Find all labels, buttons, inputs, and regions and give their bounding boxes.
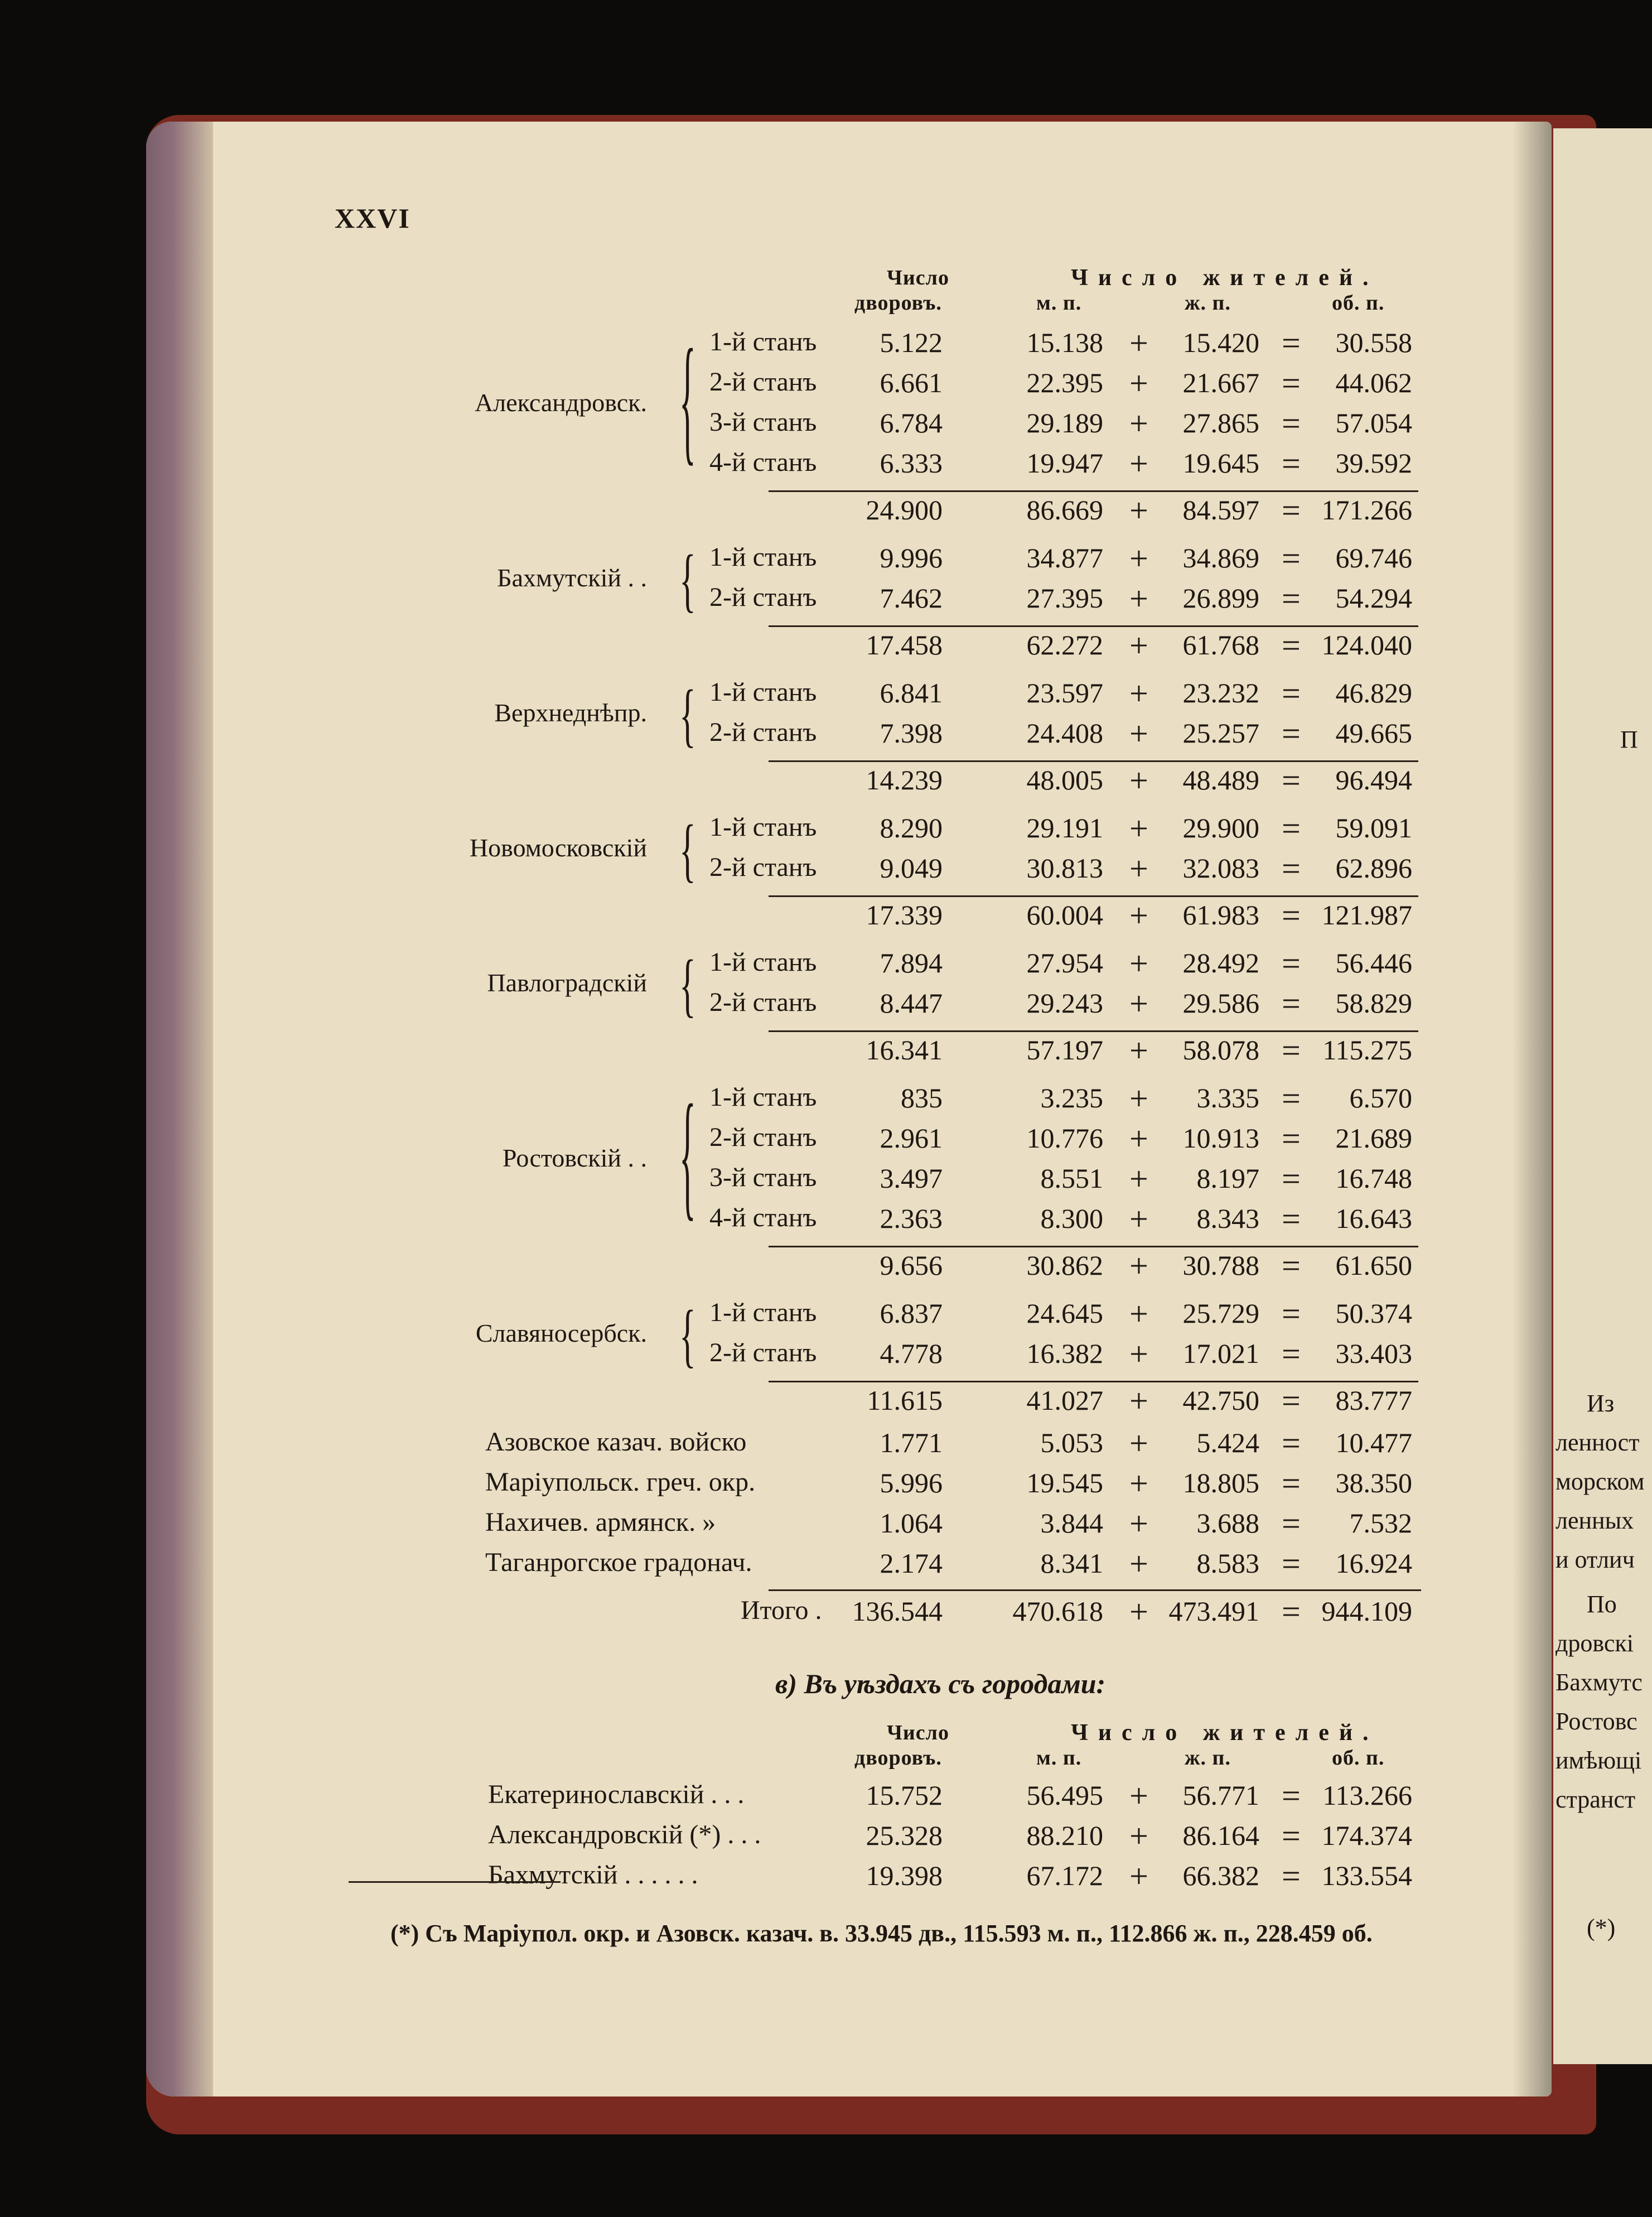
district-6-row-1-mp: 16.382	[1026, 1338, 1103, 1369]
district-brace: {	[679, 1078, 696, 1235]
section-b-0-eq: =	[1282, 1777, 1301, 1814]
section-b-1-eq: =	[1282, 1818, 1301, 1854]
section-b-1-zp: 86.164	[1182, 1820, 1259, 1851]
district-brace: {	[679, 322, 696, 479]
district-4-row-1-plus: +	[1129, 985, 1148, 1022]
district-5-row-1-op: 21.689	[1335, 1122, 1412, 1154]
other-name: Азовское казач. войско	[485, 1427, 747, 1457]
section-b-2-plus: +	[1129, 1858, 1148, 1895]
district-3-row-1-op: 62.896	[1335, 852, 1412, 884]
district-0-total-eq: =	[1282, 492, 1301, 529]
district-0-total-dvorov: 24.900	[866, 494, 943, 526]
district-1-row-0-eq: =	[1282, 540, 1301, 577]
stan-label: 1-й станъ	[709, 1298, 817, 1327]
district-brace: {	[679, 676, 696, 755]
district-5-row-3-op: 16.643	[1335, 1203, 1412, 1234]
district-brace: {	[679, 811, 696, 890]
section-b-1-mp: 88.210	[1026, 1820, 1103, 1851]
district-0-row-0-mp: 15.138	[1026, 327, 1103, 358]
right-page-fragment: По	[1587, 1591, 1617, 1618]
district-5-row-2-eq: =	[1282, 1160, 1301, 1197]
district-6-total-eq: =	[1282, 1382, 1301, 1419]
right-page-fragment: дровскі	[1556, 1630, 1634, 1657]
district-total-rule	[769, 490, 1418, 492]
district-0-row-1-eq: =	[1282, 365, 1301, 402]
other-name: Маріупольск. греч. окр.	[485, 1467, 756, 1497]
district-6-row-0-plus: +	[1129, 1295, 1148, 1332]
district-6-row-0-mp: 24.645	[1026, 1298, 1103, 1329]
district-0-row-3-eq: =	[1282, 445, 1301, 482]
right-page	[1553, 128, 1652, 2064]
stan-label: 1-й станъ	[709, 812, 817, 842]
district-5-row-2-plus: +	[1129, 1160, 1148, 1197]
district-brace: {	[679, 946, 696, 1025]
district-1-row-1-dvorov: 7.462	[880, 582, 943, 614]
district-0-row-2-dvorov: 6.784	[880, 407, 943, 438]
other-2-mp: 3.844	[1040, 1507, 1103, 1539]
district-6-row-0-op: 50.374	[1335, 1298, 1412, 1329]
district-0-row-0-zp: 15.420	[1182, 327, 1259, 358]
district-1-total-zp: 61.768	[1182, 629, 1259, 661]
district-2-row-0-mp: 23.597	[1026, 677, 1103, 709]
header-op: об. п.	[1332, 1746, 1385, 1770]
district-2-row-0-op: 46.829	[1335, 677, 1412, 709]
other-0-mp: 5.053	[1040, 1427, 1103, 1458]
stan-label: 2-й станъ	[709, 367, 817, 397]
district-2-row-1-mp: 24.408	[1026, 717, 1103, 749]
right-page-fragment: П	[1620, 726, 1638, 753]
district-6-row-0-eq: =	[1282, 1295, 1301, 1332]
district-0-row-1-mp: 22.395	[1026, 367, 1103, 398]
grand-total-dvorov: 136.544	[852, 1596, 943, 1627]
district-3-row-0-dvorov: 8.290	[880, 812, 943, 844]
district-2-total-op: 96.494	[1335, 764, 1412, 796]
col1-header-top: Число	[887, 266, 949, 290]
district-total-rule	[769, 1030, 1418, 1032]
section-b-0-op: 113.266	[1322, 1780, 1412, 1811]
district-0-row-0-op: 30.558	[1335, 327, 1412, 358]
header-op: об. п.	[1332, 291, 1385, 315]
stan-label: 1-й станъ	[709, 327, 817, 356]
district-3-row-0-op: 59.091	[1335, 812, 1412, 844]
district-name: Ростовскій . .	[502, 1144, 647, 1172]
district-6-row-0-dvorov: 6.837	[880, 1298, 943, 1329]
district-2-row-1-zp: 25.257	[1182, 717, 1259, 749]
district-5-row-0-zp: 3.335	[1196, 1082, 1259, 1114]
district-6-total-plus: +	[1129, 1382, 1148, 1419]
col2-header-title: Число жителей.	[1071, 1720, 1379, 1746]
other-0-eq: =	[1282, 1425, 1301, 1462]
other-name: Таганрогское градонач.	[485, 1548, 752, 1577]
district-6-row-1-dvorov: 4.778	[880, 1338, 943, 1369]
district-5-row-0-op: 6.570	[1349, 1082, 1412, 1114]
section-b-0-plus: +	[1129, 1777, 1148, 1814]
col1-header-bottom: дворовъ.	[854, 291, 942, 315]
district-5-row-3-mp: 8.300	[1040, 1203, 1103, 1234]
district-0-row-3-zp: 19.645	[1182, 447, 1259, 479]
grand-total-eq: =	[1282, 1593, 1301, 1630]
other-2-eq: =	[1282, 1505, 1301, 1542]
stan-label: 2-й станъ	[709, 717, 817, 747]
stan-label: 4-й станъ	[709, 1203, 817, 1232]
district-1-total-eq: =	[1282, 627, 1301, 664]
district-4-row-1-dvorov: 8.447	[880, 987, 943, 1019]
district-name: Александровск.	[475, 388, 647, 417]
section-b-name: Екатеринославскій . . .	[488, 1780, 745, 1809]
district-3-row-0-mp: 29.191	[1026, 812, 1103, 844]
district-5-total-eq: =	[1282, 1247, 1301, 1284]
district-5-row-1-mp: 10.776	[1026, 1122, 1103, 1154]
stan-label: 2-й станъ	[709, 1338, 817, 1367]
stan-label: 2-й станъ	[709, 852, 817, 882]
district-2-row-1-eq: =	[1282, 715, 1301, 752]
district-5-row-3-plus: +	[1129, 1201, 1148, 1237]
district-total-rule	[769, 760, 1418, 762]
grand-total-op: 944.109	[1321, 1596, 1412, 1627]
district-1-total-op: 124.040	[1321, 629, 1412, 661]
district-1-row-0-zp: 34.869	[1182, 542, 1259, 573]
district-1-row-1-mp: 27.395	[1026, 582, 1103, 614]
district-brace: {	[679, 1297, 696, 1375]
district-5-row-2-op: 16.748	[1335, 1163, 1412, 1194]
district-4-total-mp: 57.197	[1026, 1034, 1103, 1066]
district-1-row-0-dvorov: 9.996	[880, 542, 943, 573]
section-b-2-eq: =	[1282, 1858, 1301, 1895]
district-6-total-dvorov: 11.615	[867, 1385, 943, 1416]
district-3-total-plus: +	[1129, 897, 1148, 934]
footnote-rule	[349, 1881, 561, 1883]
page-edge	[146, 122, 213, 2096]
col1-header-bottom: дворовъ.	[854, 1746, 942, 1770]
district-1-total-plus: +	[1129, 627, 1148, 664]
district-2-row-1-dvorov: 7.398	[880, 717, 943, 749]
district-5-row-0-dvorov: 835	[901, 1082, 943, 1114]
other-0-op: 10.477	[1335, 1427, 1412, 1458]
district-1-row-0-op: 69.746	[1335, 542, 1412, 573]
other-1-dvorov: 5.996	[880, 1467, 943, 1498]
right-page-fragment: странст	[1556, 1786, 1636, 1813]
district-3-row-0-zp: 29.900	[1182, 812, 1259, 844]
district-1-row-1-eq: =	[1282, 580, 1301, 617]
other-2-op: 7.532	[1349, 1507, 1412, 1539]
district-5-row-3-dvorov: 2.363	[880, 1203, 943, 1234]
other-0-plus: +	[1129, 1425, 1148, 1462]
district-2-row-0-dvorov: 6.841	[880, 677, 943, 709]
district-6-row-0-zp: 25.729	[1182, 1298, 1259, 1329]
right-page-fragment: ленных	[1556, 1507, 1634, 1534]
grand-total-zp: 473.491	[1168, 1596, 1259, 1627]
district-3-row-0-plus: +	[1129, 810, 1148, 847]
stan-label: 4-й станъ	[709, 447, 817, 477]
spine-shadow	[1513, 122, 1552, 2096]
district-3-row-1-dvorov: 9.049	[880, 852, 943, 884]
page-number: XXVI	[335, 203, 410, 234]
section-b-title: в) Въ уѣздахъ съ городами:	[775, 1668, 1106, 1699]
district-name: Павлоградскій	[487, 968, 647, 997]
district-5-row-1-eq: =	[1282, 1120, 1301, 1157]
district-6-row-1-zp: 17.021	[1182, 1338, 1259, 1369]
section-b-2-zp: 66.382	[1182, 1860, 1259, 1891]
other-1-plus: +	[1129, 1465, 1148, 1502]
district-0-row-2-mp: 29.189	[1026, 407, 1103, 438]
other-3-dvorov: 2.174	[880, 1548, 943, 1579]
right-page-fragment: (*)	[1587, 1914, 1616, 1941]
district-0-row-1-dvorov: 6.661	[880, 367, 943, 398]
district-6-row-1-eq: =	[1282, 1336, 1301, 1372]
district-5-row-0-eq: =	[1282, 1080, 1301, 1117]
stan-label: 2-й станъ	[709, 582, 817, 612]
section-b-2-mp: 67.172	[1026, 1860, 1103, 1891]
section-b-0-zp: 56.771	[1182, 1780, 1259, 1811]
district-3-row-1-plus: +	[1129, 850, 1148, 887]
other-3-eq: =	[1282, 1545, 1301, 1582]
district-4-row-0-mp: 27.954	[1026, 947, 1103, 979]
other-2-plus: +	[1129, 1505, 1148, 1542]
stan-label: 2-й станъ	[709, 1122, 817, 1152]
other-1-op: 38.350	[1335, 1467, 1412, 1498]
district-name: Славяносербск.	[475, 1319, 647, 1347]
right-page-fragment: и отлич	[1556, 1546, 1635, 1573]
district-brace: {	[679, 541, 696, 620]
district-0-row-3-dvorov: 6.333	[880, 447, 943, 479]
grand-total-plus: +	[1129, 1593, 1148, 1630]
stan-label: 1-й станъ	[709, 542, 817, 572]
district-6-row-1-op: 33.403	[1335, 1338, 1412, 1369]
stan-label: 1-й станъ	[709, 947, 817, 977]
right-page-fragment: морском	[1556, 1468, 1645, 1495]
district-4-row-0-zp: 28.492	[1182, 947, 1259, 979]
stan-label: 1-й станъ	[709, 677, 817, 707]
right-page-fragment: Бахмутс	[1556, 1669, 1643, 1696]
district-4-row-1-mp: 29.243	[1026, 987, 1103, 1019]
district-total-rule	[769, 1246, 1418, 1247]
section-b-1-dvorov: 25.328	[866, 1820, 943, 1851]
district-2-row-1-plus: +	[1129, 715, 1148, 752]
other-1-eq: =	[1282, 1465, 1301, 1502]
district-5-total-mp: 30.862	[1026, 1250, 1103, 1281]
district-5-row-1-dvorov: 2.961	[880, 1122, 943, 1154]
other-0-zp: 5.424	[1196, 1427, 1259, 1458]
district-0-total-plus: +	[1129, 492, 1148, 529]
district-0-total-zp: 84.597	[1182, 494, 1259, 526]
other-1-mp: 19.545	[1026, 1467, 1103, 1498]
section-b-2-dvorov: 19.398	[866, 1860, 943, 1891]
district-6-total-op: 83.777	[1335, 1385, 1412, 1416]
district-0-total-op: 171.266	[1321, 494, 1412, 526]
grand-total-rule	[769, 1589, 1421, 1591]
right-page-fragment: Из	[1587, 1390, 1615, 1417]
district-4-total-zp: 58.078	[1182, 1034, 1259, 1066]
district-0-row-1-zp: 21.667	[1182, 367, 1259, 398]
district-1-row-1-op: 54.294	[1335, 582, 1412, 614]
district-0-row-3-op: 39.592	[1335, 447, 1412, 479]
district-name: Бахмутскій . .	[497, 563, 647, 592]
section-b-1-op: 174.374	[1321, 1820, 1412, 1851]
district-5-row-2-mp: 8.551	[1040, 1163, 1103, 1194]
header-zp: ж. п.	[1185, 291, 1231, 315]
grand-total-mp: 470.618	[1012, 1596, 1103, 1627]
district-1-row-0-mp: 34.877	[1026, 542, 1103, 573]
district-5-row-2-dvorov: 3.497	[880, 1163, 943, 1194]
district-0-row-0-plus: +	[1129, 325, 1148, 362]
right-page-fragment: Ростовс	[1556, 1708, 1637, 1735]
district-4-row-0-eq: =	[1282, 945, 1301, 982]
district-4-total-op: 115.275	[1322, 1034, 1412, 1066]
district-2-row-0-zp: 23.232	[1182, 677, 1259, 709]
district-4-row-0-plus: +	[1129, 945, 1148, 982]
district-4-row-1-op: 58.829	[1335, 987, 1412, 1019]
district-4-total-plus: +	[1129, 1032, 1148, 1069]
district-5-row-3-zp: 8.343	[1196, 1203, 1259, 1234]
stan-label: 3-й станъ	[709, 1163, 817, 1192]
district-4-row-0-dvorov: 7.894	[880, 947, 943, 979]
district-0-total-mp: 86.669	[1026, 494, 1103, 526]
district-5-row-1-plus: +	[1129, 1120, 1148, 1157]
col1-header-top: Число	[887, 1721, 949, 1744]
district-5-row-1-zp: 10.913	[1182, 1122, 1259, 1154]
other-3-mp: 8.341	[1040, 1548, 1103, 1579]
district-total-rule	[769, 625, 1418, 627]
district-4-row-0-op: 56.446	[1335, 947, 1412, 979]
district-5-row-0-plus: +	[1129, 1080, 1148, 1117]
district-1-total-dvorov: 17.458	[866, 629, 943, 661]
district-name: Новомосковскій	[469, 833, 647, 862]
other-1-zp: 18.805	[1182, 1467, 1259, 1498]
grand-total-label: Итого .	[741, 1596, 822, 1625]
district-6-total-mp: 41.027	[1026, 1385, 1103, 1416]
right-page-fragment: имѣющі	[1556, 1747, 1642, 1774]
district-6-row-1-plus: +	[1129, 1336, 1148, 1372]
district-3-row-1-eq: =	[1282, 850, 1301, 887]
district-2-total-zp: 48.489	[1182, 764, 1259, 796]
district-1-total-mp: 62.272	[1026, 629, 1103, 661]
district-2-total-plus: +	[1129, 762, 1148, 799]
other-2-zp: 3.688	[1196, 1507, 1259, 1539]
other-3-op: 16.924	[1335, 1548, 1412, 1579]
district-0-row-2-eq: =	[1282, 405, 1301, 442]
header-mp: м. п.	[1036, 291, 1082, 315]
district-total-rule	[769, 895, 1418, 897]
district-5-total-op: 61.650	[1335, 1250, 1412, 1281]
district-3-row-1-mp: 30.813	[1026, 852, 1103, 884]
district-5-total-zp: 30.788	[1182, 1250, 1259, 1281]
district-0-row-0-dvorov: 5.122	[880, 327, 943, 358]
district-3-row-0-eq: =	[1282, 810, 1301, 847]
district-6-total-zp: 42.750	[1182, 1385, 1259, 1416]
district-4-total-eq: =	[1282, 1032, 1301, 1069]
other-0-dvorov: 1.771	[880, 1427, 943, 1458]
district-5-row-0-mp: 3.235	[1040, 1082, 1103, 1114]
stan-label: 1-й станъ	[709, 1082, 817, 1112]
district-0-row-2-plus: +	[1129, 405, 1148, 442]
district-3-total-eq: =	[1282, 897, 1301, 934]
header-mp: м. п.	[1036, 1746, 1082, 1770]
other-3-plus: +	[1129, 1545, 1148, 1582]
header-zp: ж. п.	[1185, 1746, 1231, 1770]
district-0-row-3-plus: +	[1129, 445, 1148, 482]
other-3-zp: 8.583	[1196, 1548, 1259, 1579]
district-2-row-1-op: 49.665	[1335, 717, 1412, 749]
district-1-row-0-plus: +	[1129, 540, 1148, 577]
district-0-row-1-plus: +	[1129, 365, 1148, 402]
section-b-0-mp: 56.495	[1026, 1780, 1103, 1811]
district-1-row-1-plus: +	[1129, 580, 1148, 617]
district-0-row-2-zp: 27.865	[1182, 407, 1259, 438]
district-2-row-0-plus: +	[1129, 675, 1148, 712]
district-0-row-2-op: 57.054	[1335, 407, 1412, 438]
section-b-1-plus: +	[1129, 1818, 1148, 1854]
district-3-total-zp: 61.983	[1182, 899, 1259, 931]
other-name: Нахичев. армянск. »	[485, 1507, 716, 1537]
stan-label: 3-й станъ	[709, 407, 817, 437]
district-5-row-3-eq: =	[1282, 1201, 1301, 1237]
district-2-row-0-eq: =	[1282, 675, 1301, 712]
district-2-total-eq: =	[1282, 762, 1301, 799]
district-2-total-mp: 48.005	[1026, 764, 1103, 796]
footnote: (*) Съ Маріупол. окр. и Азовск. казач. в. 33.945 дв., 115.593 м. п., 112.866 ж. п., 228.459 об.	[390, 1920, 1373, 1947]
district-0-row-0-eq: =	[1282, 325, 1301, 362]
district-name: Верхнеднѣпр.	[494, 698, 647, 727]
district-total-rule	[769, 1381, 1418, 1382]
district-5-total-dvorov: 9.656	[880, 1250, 943, 1281]
district-1-row-1-zp: 26.899	[1182, 582, 1259, 614]
section-b-name: Александровскій (*) . . .	[488, 1820, 761, 1849]
district-5-total-plus: +	[1129, 1247, 1148, 1284]
stan-label: 2-й станъ	[709, 987, 817, 1017]
district-5-row-2-zp: 8.197	[1196, 1163, 1259, 1194]
district-3-total-op: 121.987	[1321, 899, 1412, 931]
section-b-0-dvorov: 15.752	[866, 1780, 943, 1811]
district-0-row-3-mp: 19.947	[1026, 447, 1103, 479]
district-2-total-dvorov: 14.239	[866, 764, 943, 796]
district-4-total-dvorov: 16.341	[866, 1034, 943, 1066]
col2-header-title: Число жителей.	[1071, 265, 1379, 291]
district-0-row-1-op: 44.062	[1335, 367, 1412, 398]
other-2-dvorov: 1.064	[880, 1507, 943, 1539]
section-b-2-op: 133.554	[1321, 1860, 1412, 1891]
right-page-fragment: ленност	[1556, 1429, 1640, 1456]
district-3-row-1-zp: 32.083	[1182, 852, 1259, 884]
district-3-total-dvorov: 17.339	[866, 899, 943, 931]
district-4-row-1-eq: =	[1282, 985, 1301, 1022]
district-4-row-1-zp: 29.586	[1182, 987, 1259, 1019]
section-b-name: Бахмутскій . . . . . .	[488, 1860, 698, 1890]
district-3-total-mp: 60.004	[1026, 899, 1103, 931]
